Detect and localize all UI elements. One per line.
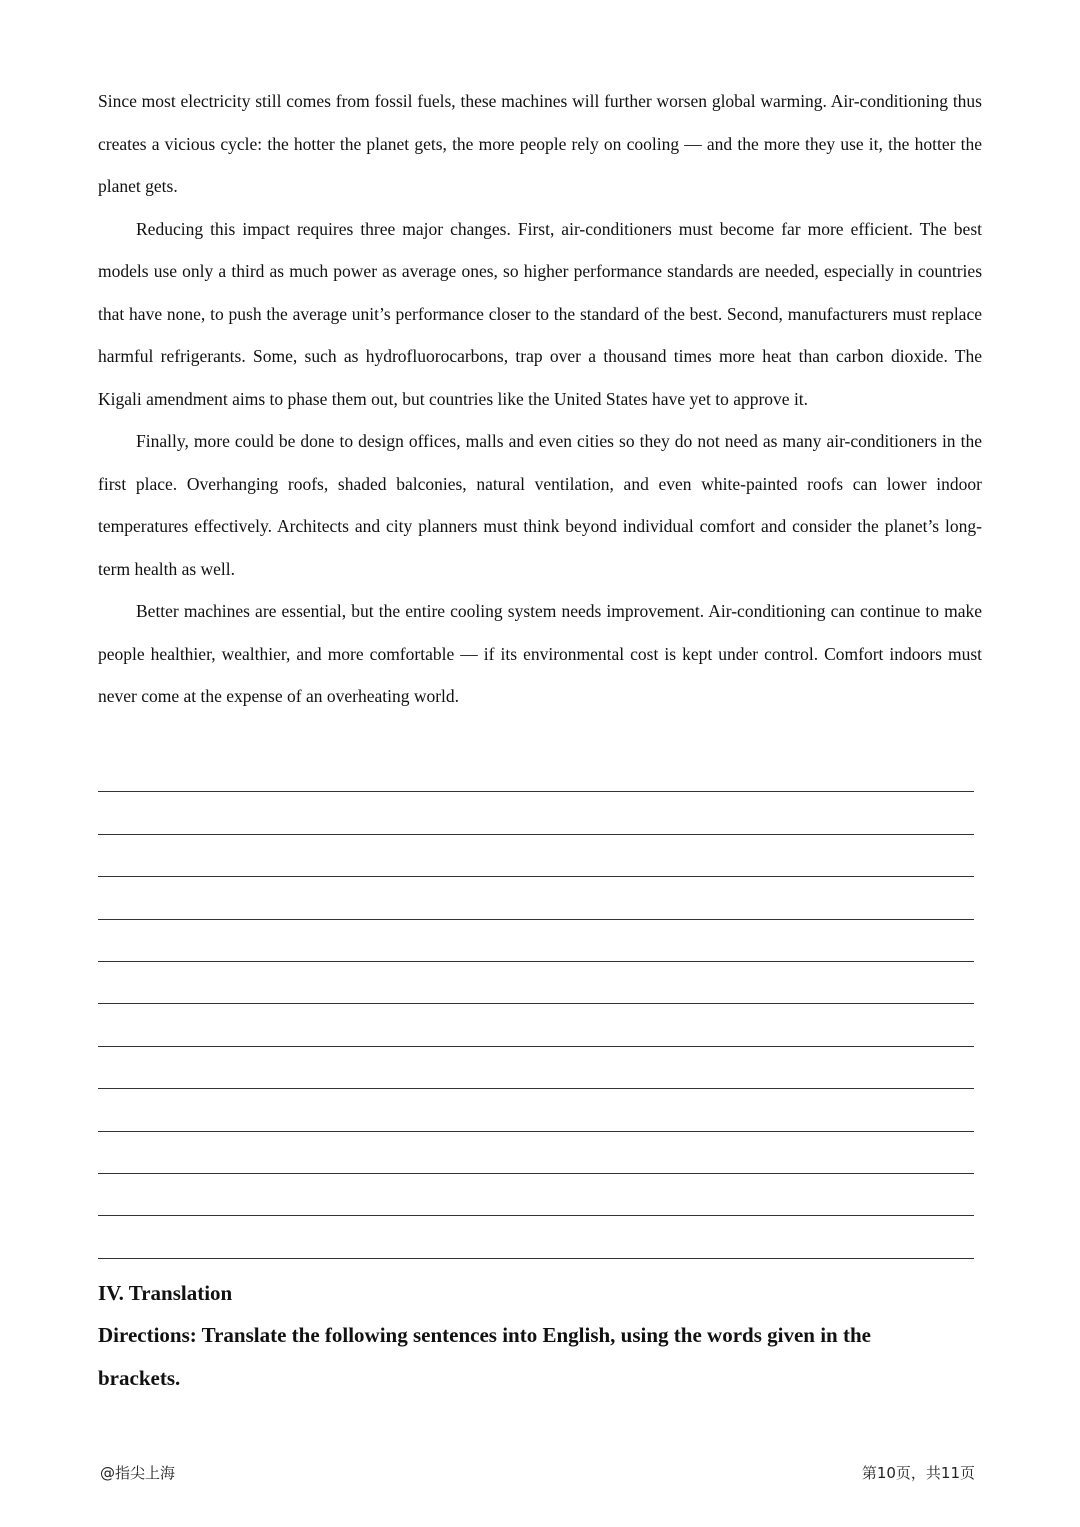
answer-line[interactable] — [98, 1174, 974, 1216]
passage-paragraph-1: Since most electricity still comes from fossil fuels, these machines will further worsen global warming. Air-conditioning thus creates a vicious cycle: the hotter the planet gets, the more people rely on cooling — and the more they use it, the hotter the planet gets. — [98, 91, 982, 196]
answer-line[interactable] — [98, 877, 974, 919]
answer-line[interactable] — [98, 835, 974, 877]
passage-paragraph-3: Finally, more could be done to design offices, malls and even cities so they do not need as many air-conditioners in the first place. Overhanging roofs, shaded balconies, natural ventilation, and even white-painted roofs can lower indoor temperatures effectively. Architects and city planners must think beyond individual comfort and consider the planet’s long-term health as well. — [98, 431, 982, 579]
reading-passage — [98, 80, 982, 718]
answer-line[interactable] — [98, 962, 974, 1004]
answer-line[interactable] — [98, 1004, 974, 1046]
writing-answer-area — [98, 750, 974, 1259]
section-heading: IV. Translation — [98, 1281, 233, 1305]
answer-line[interactable] — [98, 1047, 974, 1089]
passage-paragraph-2: Reducing this impact requires three major changes. First, air-conditioners must become far more efficient. The best models use only a third as much power as average ones, so higher performance standards are needed, especially in countries that have none, to push the average unit’s performance closer to the standard of the best. Second, manufacturers must replace harmful refrigerants. Some, such as hydrofluorocarbons, trap over a thousand times more heat than carbon dioxide. The Kigali amendment aims to phase them out, but countries like the United States have yet to approve it. — [98, 218, 982, 409]
passage-paragraph-4: Better machines are essential, but the entire cooling system needs improvement. Air-conditioning can continue to make people healthier, wealthier, and more comfortable — if its environmental cost is kept under control. Comfort indoors must never come at the expense of an overheating world. — [98, 601, 982, 706]
footer-page-number: 第10页，共11页 — [861, 1464, 975, 1482]
answer-line[interactable] — [98, 1216, 974, 1258]
answer-line[interactable] — [98, 792, 974, 834]
answer-line[interactable] — [98, 920, 974, 962]
footer-source: @指尖上海 — [100, 1464, 176, 1482]
answer-line[interactable] — [98, 1132, 974, 1174]
answer-line[interactable] — [98, 1089, 974, 1131]
answer-line[interactable] — [98, 750, 974, 792]
section-directions: Directions: Translate the following sentences into English, using the words given in the brackets. — [98, 1323, 871, 1390]
